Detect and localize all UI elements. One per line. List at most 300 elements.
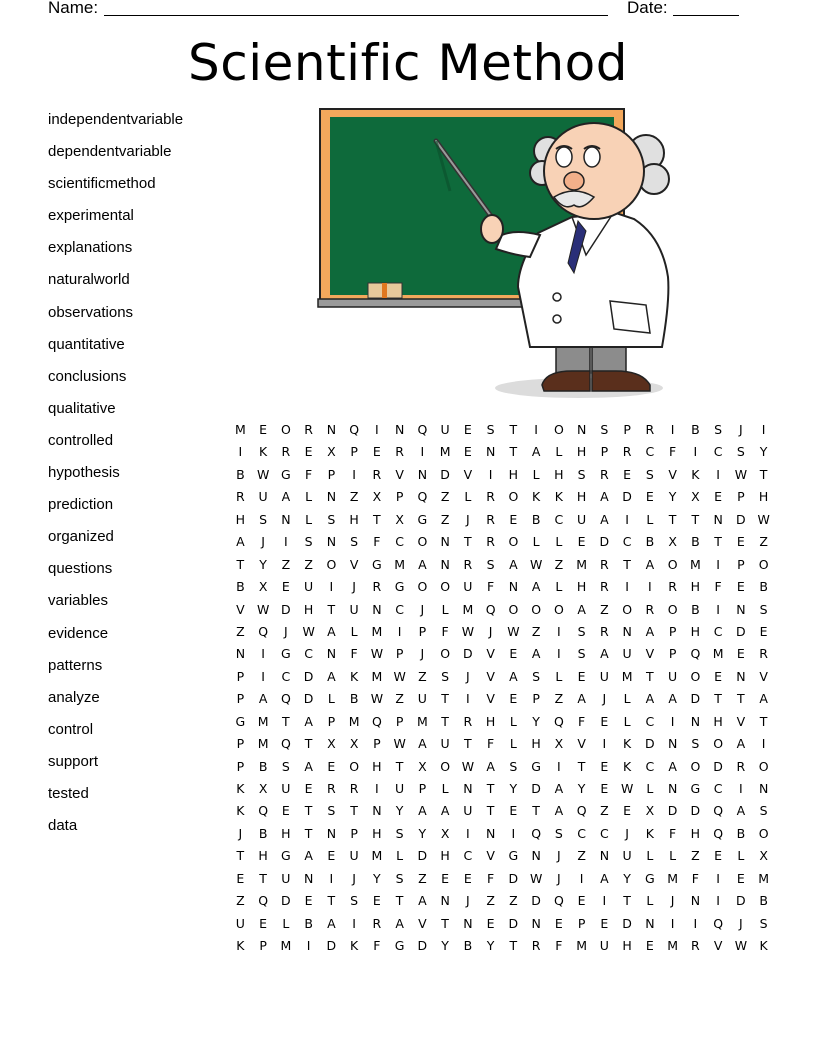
grid-letter[interactable]: O xyxy=(326,556,337,572)
grid-letter[interactable]: G xyxy=(690,781,701,796)
grid-letter[interactable]: E xyxy=(372,444,381,460)
grid-letter[interactable]: F xyxy=(691,870,699,886)
grid-letter[interactable]: J xyxy=(420,646,425,662)
grid-letter[interactable]: M xyxy=(371,848,383,864)
grid-letter[interactable]: V xyxy=(736,713,746,729)
grid-letter[interactable]: O xyxy=(349,758,360,774)
grid-letter[interactable]: Y xyxy=(259,556,267,572)
grid-letter[interactable]: Z xyxy=(281,556,291,572)
grid-letter[interactable]: I xyxy=(761,736,766,752)
grid-letter[interactable]: K xyxy=(350,668,359,684)
grid-letter[interactable]: Q xyxy=(258,623,269,639)
grid-letter[interactable]: N xyxy=(372,601,382,617)
grid-letter[interactable]: I xyxy=(716,466,720,482)
grid-letter[interactable]: T xyxy=(395,893,404,909)
grid-letter[interactable]: C xyxy=(713,781,723,796)
grid-letter[interactable]: H xyxy=(372,825,382,841)
grid-letter[interactable]: M xyxy=(462,601,474,617)
grid-letter[interactable]: J xyxy=(284,623,288,639)
grid-letter[interactable]: F xyxy=(669,444,677,460)
grid-letter[interactable]: I xyxy=(625,579,629,595)
grid-letter[interactable]: M xyxy=(371,623,383,639)
grid-letter[interactable]: G xyxy=(417,511,428,527)
grid-letter[interactable]: M xyxy=(348,713,360,729)
grid-letter[interactable]: S xyxy=(577,646,586,662)
grid-letter[interactable]: D xyxy=(440,466,450,482)
grid-letter[interactable]: T xyxy=(623,893,631,909)
grid-letter[interactable]: O xyxy=(758,825,769,841)
grid-letter[interactable]: M xyxy=(371,668,383,684)
grid-letter[interactable]: A xyxy=(418,803,427,819)
grid-letter[interactable]: G xyxy=(281,466,291,482)
grid-letter[interactable]: A xyxy=(418,736,427,752)
grid-letter[interactable]: C xyxy=(600,825,609,841)
grid-letter[interactable]: O xyxy=(440,758,451,774)
grid-letter[interactable]: N xyxy=(736,601,746,617)
grid-letter[interactable]: A xyxy=(600,511,609,527)
grid-letter[interactable]: S xyxy=(281,758,290,774)
grid-letter[interactable]: W xyxy=(461,623,475,639)
grid-letter[interactable]: N xyxy=(326,825,337,841)
grid-letter[interactable]: Y xyxy=(532,713,540,729)
grid-letter[interactable]: I xyxy=(648,579,652,595)
date-field-line[interactable] xyxy=(673,15,739,16)
grid-letter[interactable]: C xyxy=(713,623,723,639)
grid-letter[interactable]: Q xyxy=(713,825,724,841)
grid-letter[interactable]: K xyxy=(691,466,700,482)
grid-letter[interactable]: U xyxy=(440,422,450,437)
grid-letter[interactable]: T xyxy=(759,466,768,482)
grid-letter[interactable]: S xyxy=(577,623,586,639)
grid-letter[interactable]: S xyxy=(441,668,450,684)
grid-letter[interactable]: E xyxy=(736,579,745,595)
grid-letter[interactable]: I xyxy=(557,623,561,639)
grid-letter[interactable]: Q xyxy=(371,713,382,729)
grid-letter[interactable]: H xyxy=(531,736,541,752)
grid-letter[interactable]: E xyxy=(509,646,518,662)
grid-letter[interactable]: I xyxy=(761,422,766,437)
grid-letter[interactable]: A xyxy=(327,623,336,639)
grid-letter[interactable]: D xyxy=(622,915,632,931)
grid-letter[interactable]: V xyxy=(486,691,495,707)
grid-letter[interactable]: Z xyxy=(349,489,359,505)
grid-letter[interactable]: E xyxy=(736,534,745,550)
grid-letter[interactable]: Z xyxy=(531,623,541,639)
grid-letter[interactable]: K xyxy=(623,736,632,752)
grid-letter[interactable]: A xyxy=(577,601,586,617)
grid-letter[interactable]: E xyxy=(600,758,609,774)
grid-letter[interactable]: V xyxy=(236,601,245,617)
grid-letter[interactable]: E xyxy=(623,803,632,819)
grid-letter[interactable]: T xyxy=(373,511,381,527)
grid-letter[interactable]: N xyxy=(713,511,723,527)
grid-letter[interactable]: K xyxy=(236,803,245,819)
grid-letter[interactable]: D xyxy=(736,893,746,909)
grid-letter[interactable]: Q xyxy=(485,601,496,617)
grid-letter[interactable]: Y xyxy=(441,938,449,954)
grid-letter[interactable]: D xyxy=(531,781,541,796)
grid-letter[interactable]: J xyxy=(466,511,470,527)
grid-letter[interactable]: A xyxy=(645,623,655,639)
grid-letter[interactable]: A xyxy=(645,556,655,572)
grid-letter[interactable]: C xyxy=(281,668,291,684)
grid-letter[interactable]: E xyxy=(281,579,290,595)
grid-letter[interactable]: D xyxy=(736,511,746,527)
grid-letter[interactable]: V xyxy=(349,556,359,572)
grid-letter[interactable]: R xyxy=(645,422,655,437)
grid-letter[interactable]: F xyxy=(714,579,722,595)
grid-letter[interactable]: P xyxy=(373,736,381,752)
grid-letter[interactable]: H xyxy=(713,713,723,729)
grid-letter[interactable]: O xyxy=(667,556,678,572)
grid-letter[interactable]: S xyxy=(736,444,745,460)
grid-letter[interactable]: H xyxy=(554,466,564,482)
grid-letter[interactable]: T xyxy=(327,601,336,617)
grid-letter[interactable]: H xyxy=(372,758,382,774)
grid-letter[interactable]: V xyxy=(759,668,768,684)
grid-letter[interactable]: O xyxy=(508,534,519,550)
grid-letter[interactable]: K xyxy=(532,489,541,505)
grid-letter[interactable]: N xyxy=(667,781,678,796)
grid-letter[interactable]: W xyxy=(529,870,543,886)
grid-letter[interactable]: F xyxy=(373,938,381,954)
grid-letter[interactable]: J xyxy=(625,825,629,841)
grid-letter[interactable]: M xyxy=(758,870,770,886)
grid-letter[interactable]: L xyxy=(464,489,472,505)
grid-letter[interactable]: E xyxy=(714,848,723,864)
grid-letter[interactable]: C xyxy=(395,601,404,617)
grid-letter[interactable]: L xyxy=(305,489,313,505)
grid-letter[interactable]: R xyxy=(600,556,609,572)
grid-letter[interactable]: R xyxy=(759,646,768,662)
grid-letter[interactable]: B xyxy=(645,534,655,550)
grid-letter[interactable]: K xyxy=(259,444,268,460)
grid-letter[interactable]: Z xyxy=(418,870,427,886)
grid-letter[interactable]: B xyxy=(759,893,768,909)
grid-letter[interactable]: K xyxy=(759,938,768,954)
grid-letter[interactable]: H xyxy=(485,713,496,729)
grid-letter[interactable]: Z xyxy=(759,534,768,550)
grid-letter[interactable]: N xyxy=(599,848,610,864)
grid-letter[interactable]: I xyxy=(557,758,561,774)
grid-letter[interactable]: U xyxy=(349,601,359,617)
grid-letter[interactable]: T xyxy=(464,534,472,550)
grid-letter[interactable]: M xyxy=(667,870,679,886)
grid-letter[interactable]: T xyxy=(464,736,472,752)
grid-letter[interactable]: Z xyxy=(600,601,609,617)
grid-letter[interactable]: J xyxy=(557,848,561,864)
grid-letter[interactable]: S xyxy=(691,736,700,752)
grid-letter[interactable]: W xyxy=(529,556,543,572)
grid-letter[interactable]: W xyxy=(734,938,748,954)
grid-letter[interactable]: S xyxy=(759,601,768,617)
grid-letter[interactable]: O xyxy=(508,489,519,505)
grid-letter[interactable]: D xyxy=(326,938,337,954)
grid-letter[interactable]: Q xyxy=(531,825,542,841)
grid-letter[interactable]: W xyxy=(370,646,384,662)
grid-letter[interactable]: T xyxy=(441,915,449,931)
grid-letter[interactable]: Z xyxy=(600,803,609,819)
grid-letter[interactable]: H xyxy=(576,489,587,505)
grid-letter[interactable]: L xyxy=(646,893,654,909)
grid-letter[interactable]: A xyxy=(281,489,291,505)
grid-letter[interactable]: S xyxy=(759,803,768,819)
grid-letter[interactable]: H xyxy=(508,466,519,482)
grid-letter[interactable]: L xyxy=(441,781,449,796)
grid-letter[interactable]: S xyxy=(759,915,768,931)
grid-letter[interactable]: E xyxy=(600,781,609,796)
grid-letter[interactable]: F xyxy=(350,646,358,662)
grid-letter[interactable]: E xyxy=(304,893,313,909)
grid-letter[interactable]: D xyxy=(690,803,701,819)
grid-letter[interactable]: R xyxy=(600,623,609,639)
grid-letter[interactable]: S xyxy=(327,511,336,527)
grid-letter[interactable]: U xyxy=(281,781,291,796)
grid-letter[interactable]: L xyxy=(555,579,563,595)
grid-letter[interactable]: A xyxy=(531,579,541,595)
grid-letter[interactable]: Q xyxy=(258,803,269,819)
grid-letter[interactable]: E xyxy=(281,803,290,819)
grid-letter[interactable]: E xyxy=(577,534,586,550)
grid-letter[interactable]: I xyxy=(670,915,675,931)
grid-letter[interactable]: T xyxy=(259,870,267,886)
grid-letter[interactable]: P xyxy=(236,691,245,707)
grid-letter[interactable]: T xyxy=(441,691,449,707)
grid-letter[interactable]: G xyxy=(531,758,541,774)
grid-letter[interactable]: T xyxy=(646,668,654,684)
grid-letter[interactable]: R xyxy=(486,489,495,505)
grid-letter[interactable]: I xyxy=(693,444,698,460)
grid-letter[interactable]: I xyxy=(261,646,265,662)
grid-letter[interactable]: W xyxy=(620,781,634,796)
grid-letter[interactable]: R xyxy=(486,534,495,550)
grid-letter[interactable]: E xyxy=(463,444,472,460)
grid-letter[interactable]: A xyxy=(554,781,564,796)
grid-letter[interactable]: I xyxy=(397,623,402,639)
grid-letter[interactable]: C xyxy=(577,825,586,841)
grid-letter[interactable]: Q xyxy=(553,713,564,729)
grid-letter[interactable]: I xyxy=(284,534,288,550)
grid-letter[interactable]: X xyxy=(372,489,382,505)
grid-letter[interactable]: L xyxy=(623,691,631,707)
grid-letter[interactable]: X xyxy=(668,534,677,550)
grid-letter[interactable]: T xyxy=(532,803,540,819)
grid-letter[interactable]: I xyxy=(420,444,425,460)
grid-letter[interactable]: E xyxy=(259,915,268,931)
grid-letter[interactable]: N xyxy=(440,556,450,572)
grid-letter[interactable]: I xyxy=(375,422,379,437)
grid-letter[interactable]: G xyxy=(394,579,405,595)
grid-letter[interactable]: D xyxy=(645,736,655,752)
grid-letter[interactable]: N xyxy=(531,915,541,931)
grid-letter[interactable]: E xyxy=(441,870,450,886)
grid-letter[interactable]: O xyxy=(508,601,519,617)
grid-letter[interactable]: B xyxy=(236,466,245,482)
grid-letter[interactable]: A xyxy=(327,915,336,931)
grid-letter[interactable]: Q xyxy=(713,915,724,931)
grid-letter[interactable]: T xyxy=(759,713,768,729)
grid-letter[interactable]: D xyxy=(417,938,428,954)
grid-letter[interactable]: O xyxy=(667,601,678,617)
grid-letter[interactable]: X xyxy=(554,736,564,752)
grid-letter[interactable]: G xyxy=(645,870,655,886)
grid-letter[interactable]: H xyxy=(281,825,291,841)
grid-letter[interactable]: I xyxy=(352,915,356,931)
grid-letter[interactable]: K xyxy=(350,938,359,954)
grid-letter[interactable]: L xyxy=(555,534,563,550)
grid-letter[interactable]: U xyxy=(258,489,268,505)
grid-letter[interactable]: L xyxy=(350,623,358,639)
grid-letter[interactable]: G xyxy=(281,646,291,662)
grid-letter[interactable]: H xyxy=(690,579,701,595)
grid-letter[interactable]: Z xyxy=(236,893,245,909)
grid-letter[interactable]: U xyxy=(304,579,314,595)
grid-letter[interactable]: P xyxy=(236,758,245,774)
grid-letter[interactable]: P xyxy=(418,781,427,796)
grid-letter[interactable]: O xyxy=(417,534,428,550)
grid-letter[interactable]: A xyxy=(327,668,336,684)
grid-letter[interactable]: E xyxy=(509,511,518,527)
grid-letter[interactable]: E xyxy=(577,893,586,909)
name-field-line[interactable] xyxy=(104,15,608,16)
grid-letter[interactable]: B xyxy=(531,511,541,527)
grid-letter[interactable]: I xyxy=(579,870,584,886)
grid-letter[interactable]: E xyxy=(372,893,381,909)
grid-letter[interactable]: N xyxy=(326,422,337,437)
grid-letter[interactable]: E xyxy=(327,848,336,864)
grid-letter[interactable]: Q xyxy=(713,803,724,819)
grid-letter[interactable]: V xyxy=(486,668,495,684)
grid-letter[interactable]: S xyxy=(350,534,359,550)
grid-letter[interactable]: H xyxy=(690,825,701,841)
grid-letter[interactable]: N xyxy=(508,579,519,595)
grid-letter[interactable]: M xyxy=(257,713,269,729)
grid-letter[interactable]: A xyxy=(736,736,746,752)
grid-letter[interactable]: W xyxy=(393,736,406,752)
grid-letter[interactable]: H xyxy=(303,601,314,617)
grid-letter[interactable]: R xyxy=(531,938,541,954)
grid-letter[interactable]: R xyxy=(486,511,495,527)
grid-letter[interactable]: W xyxy=(393,668,406,684)
grid-letter[interactable]: L xyxy=(441,601,449,617)
grid-letter[interactable]: X xyxy=(395,511,404,527)
grid-letter[interactable]: P xyxy=(236,668,245,684)
grid-letter[interactable]: M xyxy=(234,422,246,437)
grid-letter[interactable]: E xyxy=(600,915,609,931)
grid-letter[interactable]: P xyxy=(668,623,677,639)
grid-letter[interactable]: X xyxy=(327,444,336,460)
grid-letter[interactable]: R xyxy=(600,579,609,595)
grid-letter[interactable]: T xyxy=(304,825,313,841)
grid-letter[interactable]: L xyxy=(532,466,540,482)
grid-letter[interactable]: L xyxy=(669,848,677,864)
grid-letter[interactable]: K xyxy=(623,758,632,774)
grid-letter[interactable]: B xyxy=(258,758,268,774)
grid-letter[interactable]: V xyxy=(463,466,473,482)
grid-letter[interactable]: S xyxy=(395,825,404,841)
grid-letter[interactable]: T xyxy=(395,758,404,774)
grid-letter[interactable]: I xyxy=(329,579,334,595)
grid-letter[interactable]: C xyxy=(395,534,404,550)
grid-letter[interactable]: O xyxy=(690,668,701,684)
grid-letter[interactable]: A xyxy=(418,893,427,909)
grid-letter[interactable]: Z xyxy=(577,848,586,864)
grid-letter[interactable]: D xyxy=(622,489,632,505)
grid-letter[interactable]: Y xyxy=(759,444,768,460)
grid-letter[interactable]: M xyxy=(621,668,633,684)
grid-letter[interactable]: H xyxy=(258,848,268,864)
grid-letter[interactable]: X xyxy=(440,825,450,841)
grid-letter[interactable]: D xyxy=(281,893,291,909)
grid-letter[interactable]: G xyxy=(281,848,291,864)
grid-letter[interactable]: I xyxy=(352,466,356,482)
grid-letter[interactable]: Y xyxy=(373,870,381,886)
grid-letter[interactable]: E xyxy=(509,691,518,707)
grid-letter[interactable]: I xyxy=(557,646,561,662)
grid-letter[interactable]: F xyxy=(487,870,495,886)
grid-letter[interactable]: Z xyxy=(509,893,518,909)
grid-letter[interactable]: A xyxy=(304,758,313,774)
grid-letter[interactable]: N xyxy=(576,422,587,437)
grid-letter[interactable]: B xyxy=(349,691,359,707)
grid-letter[interactable]: I xyxy=(670,422,675,437)
grid-letter[interactable]: R xyxy=(736,758,746,774)
grid-letter[interactable]: T xyxy=(486,803,495,819)
grid-letter[interactable]: T xyxy=(509,422,518,437)
grid-letter[interactable]: Y xyxy=(623,870,631,886)
grid-letter[interactable]: A xyxy=(236,534,245,550)
grid-letter[interactable]: J xyxy=(238,825,243,841)
grid-letter[interactable]: P xyxy=(395,713,404,729)
grid-letter[interactable]: B xyxy=(463,938,473,954)
grid-letter[interactable]: U xyxy=(599,938,609,954)
grid-letter[interactable]: D xyxy=(508,870,519,886)
grid-letter[interactable]: P xyxy=(395,646,404,662)
grid-letter[interactable]: O xyxy=(417,579,428,595)
grid-letter[interactable]: W xyxy=(370,691,384,707)
grid-letter[interactable]: L xyxy=(555,668,563,684)
grid-letter[interactable]: H xyxy=(235,511,246,527)
grid-letter[interactable]: V xyxy=(668,466,677,482)
grid-letter[interactable]: C xyxy=(645,713,655,729)
grid-letter[interactable]: D xyxy=(736,623,746,639)
grid-letter[interactable]: J xyxy=(352,870,356,886)
grid-letter[interactable]: X xyxy=(349,736,359,752)
grid-letter[interactable]: A xyxy=(531,646,541,662)
grid-letter[interactable]: D xyxy=(531,893,541,909)
grid-letter[interactable]: T xyxy=(441,713,449,729)
grid-letter[interactable]: T xyxy=(282,713,290,729)
grid-letter[interactable]: A xyxy=(304,713,313,729)
grid-letter[interactable]: I xyxy=(716,601,720,617)
grid-letter[interactable]: P xyxy=(577,915,586,931)
grid-letter[interactable]: S xyxy=(486,556,495,572)
grid-letter[interactable]: Q xyxy=(280,736,291,752)
grid-letter[interactable]: Z xyxy=(440,489,450,505)
grid-letter[interactable]: G xyxy=(508,848,519,864)
grid-letter[interactable]: A xyxy=(486,758,495,774)
grid-letter[interactable]: D xyxy=(713,758,723,774)
grid-letter[interactable]: C xyxy=(645,444,655,460)
grid-letter[interactable]: B xyxy=(304,915,313,931)
grid-letter[interactable]: X xyxy=(691,489,700,505)
grid-letter[interactable]: E xyxy=(463,870,472,886)
grid-letter[interactable]: E xyxy=(509,803,518,819)
grid-letter[interactable]: O xyxy=(440,579,451,595)
grid-letter[interactable]: J xyxy=(420,601,425,617)
grid-letter[interactable]: M xyxy=(576,938,588,954)
grid-letter[interactable]: A xyxy=(759,691,768,707)
